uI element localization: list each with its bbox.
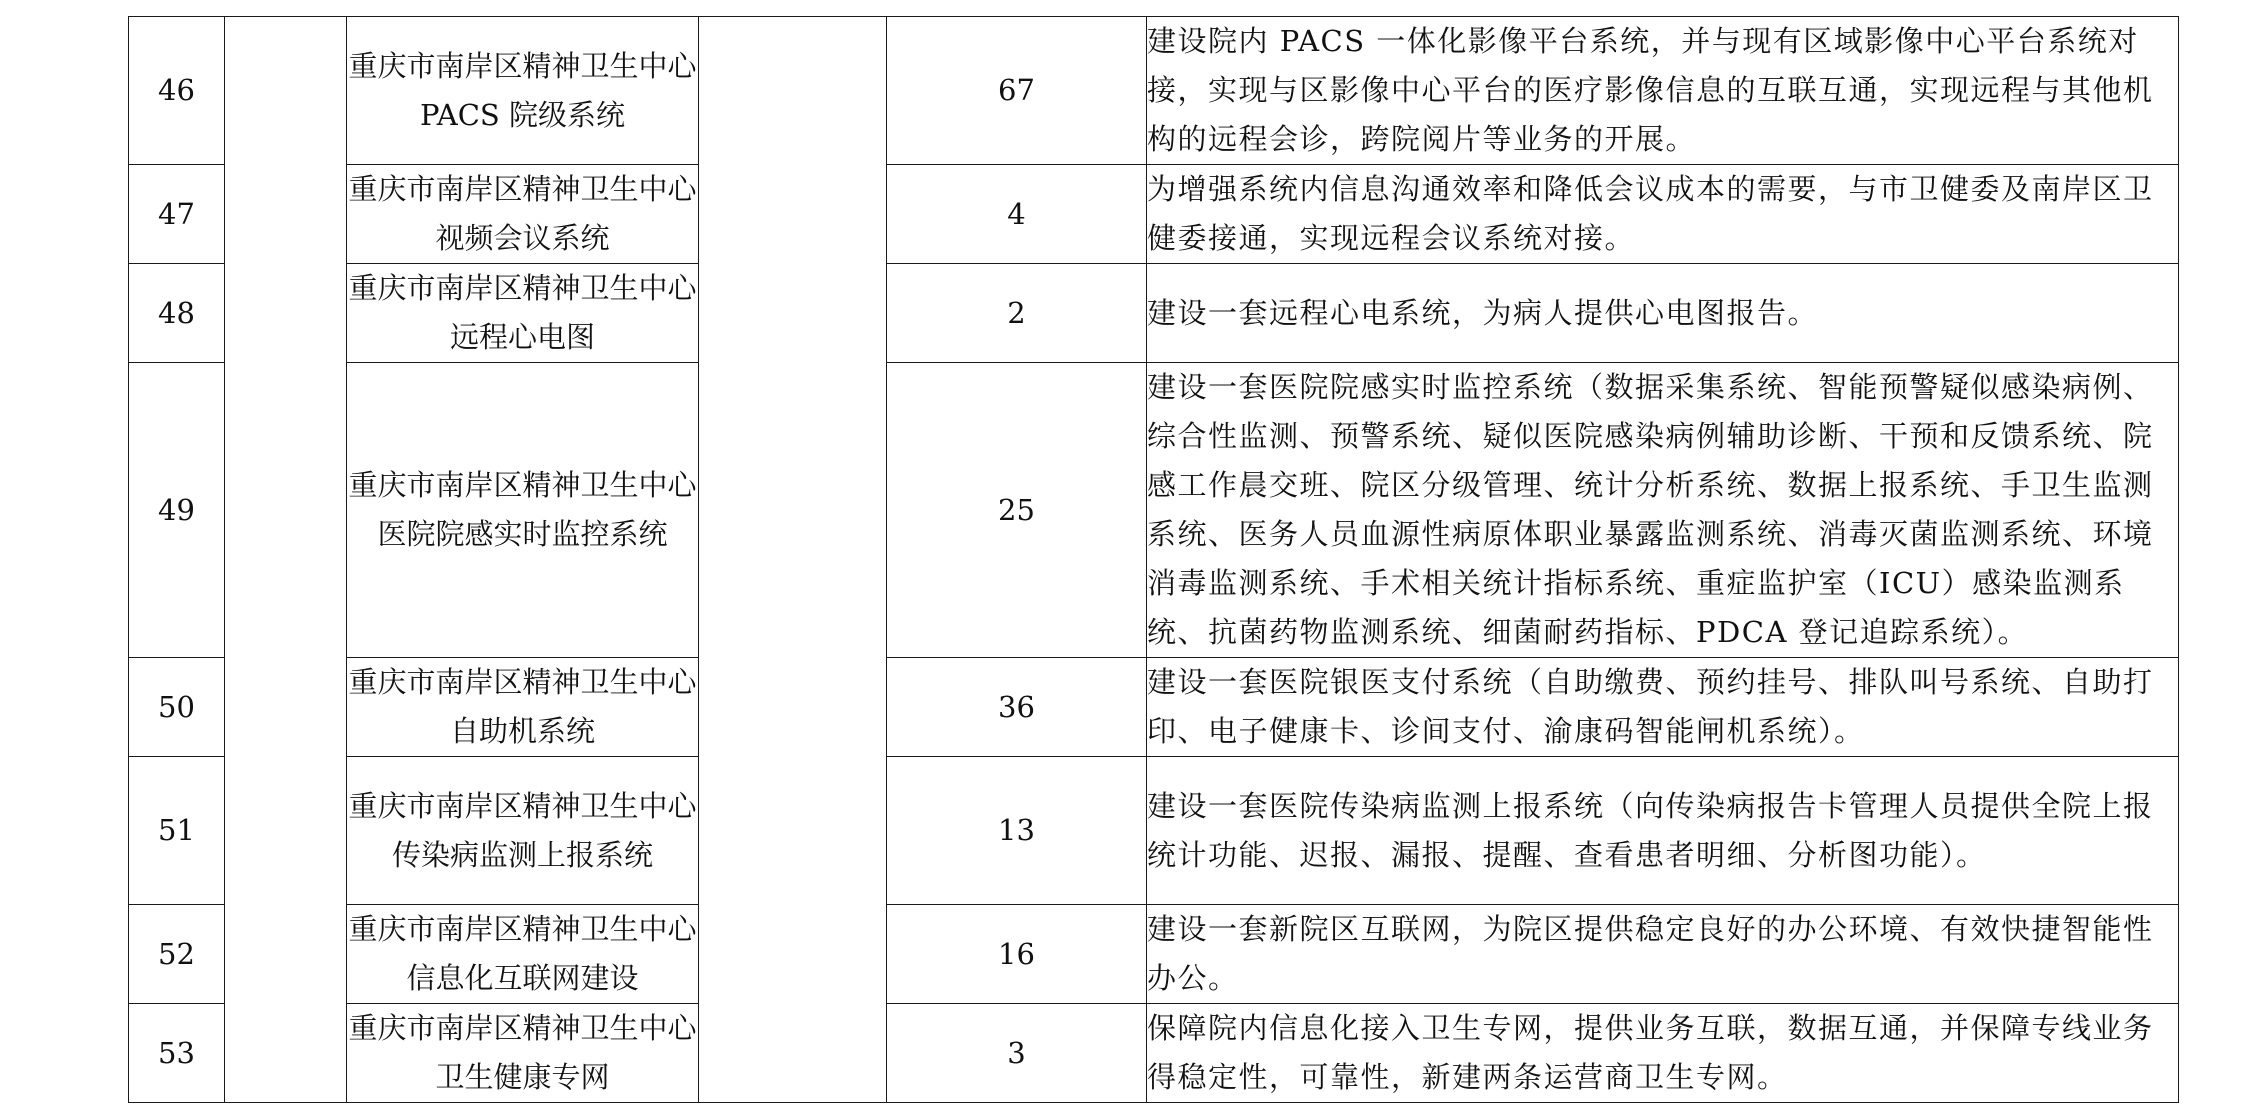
table-row [129, 165, 2179, 264]
project-name: 重庆市南岸区精神卫生中心视频会议系统 [347, 165, 699, 264]
amount: 3 [887, 1004, 1147, 1103]
project-description: 建设一套医院传染病监测上报系统（向传染病报告卡管理人员提供全院上报统计功能、迟报、漏报、提醒、查看患者明细、分析图功能）。 [1147, 757, 2179, 905]
table-row [129, 264, 2179, 363]
project-description: 为增强系统内信息沟通效率和降低会议成本的需要，与市卫健委及南岸区卫健委接通，实现远程会议系统对接。 [1147, 165, 2179, 264]
table-row [129, 363, 2179, 658]
table-row [129, 17, 2179, 165]
amount: 4 [887, 165, 1147, 264]
row-number: 51 [129, 757, 225, 905]
amount: 36 [887, 658, 1147, 757]
project-name: 重庆市南岸区精神卫生中心远程心电图 [347, 264, 699, 363]
project-description: 建设一套医院银医支付系统（自助缴费、预约挂号、排队叫号系统、自助打印、电子健康卡、诊间支付、渝康码智能闸机系统）。 [1147, 658, 2179, 757]
project-description: 保障院内信息化接入卫生专网，提供业务互联，数据互通，并保障专线业务得稳定性，可靠性，新建两条运营商卫生专网。 [1147, 1004, 2179, 1103]
project-description: 建设一套远程心电系统，为病人提供心电图报告。 [1147, 264, 2179, 363]
project-description: 建设一套新院区互联网，为院区提供稳定良好的办公环境、有效快捷智能性办公。 [1147, 905, 2179, 1004]
row-number: 52 [129, 905, 225, 1004]
amount: 67 [887, 17, 1147, 165]
project-name: 重庆市南岸区精神卫生中心信息化互联网建设 [347, 905, 699, 1004]
project-description: 建设一套医院院感实时监控系统（数据采集系统、智能预警疑似感染病例、综合性监测、预警系统、疑似医院感染病例辅助诊断、干预和反馈系统、院感工作晨交班、院区分级管理、统计分析系统、数据上报系统、手卫生监测系统、医务人员血源性病原体职业暴露监测系统、消毒灭菌监测系统、环境消毒监测系统、手术相关统计指标系统、重症监护室（ICU）感染监测系统、抗菌药物监测系统、细菌耐药指标、PDCA 登记追踪系统）。 [1147, 363, 2179, 658]
project-name: 重庆市南岸区精神卫生中心自助机系统 [347, 658, 699, 757]
amount: 25 [887, 363, 1147, 658]
project-description: 建设院内 PACS 一体化影像平台系统，并与现有区域影像中心平台系统对接，实现与区影像中心平台的医疗影像信息的互联互通，实现远程与其他机构的远程会诊，跨院阅片等业务的开展。 [1147, 17, 2179, 165]
project-name: 重庆市南岸区精神卫生中心医院院感实时监控系统 [347, 363, 699, 658]
table-row [129, 658, 2179, 757]
row-number: 48 [129, 264, 225, 363]
project-name: 重庆市南岸区精神卫生中心卫生健康专网 [347, 1004, 699, 1103]
amount: 2 [887, 264, 1147, 363]
project-table [128, 16, 2179, 1103]
project-name: 重庆市南岸区精神卫生中心 PACS 院级系统 [347, 17, 699, 165]
blank-cell [699, 17, 887, 1103]
row-number: 47 [129, 165, 225, 264]
blank-cell [225, 17, 347, 1103]
amount: 13 [887, 757, 1147, 905]
table-row [129, 757, 2179, 905]
project-name: 重庆市南岸区精神卫生中心传染病监测上报系统 [347, 757, 699, 905]
row-number: 50 [129, 658, 225, 757]
row-number: 46 [129, 17, 225, 165]
row-number: 49 [129, 363, 225, 658]
amount: 16 [887, 905, 1147, 1004]
table-row [129, 1004, 2179, 1103]
row-number: 53 [129, 1004, 225, 1103]
table-row [129, 905, 2179, 1004]
